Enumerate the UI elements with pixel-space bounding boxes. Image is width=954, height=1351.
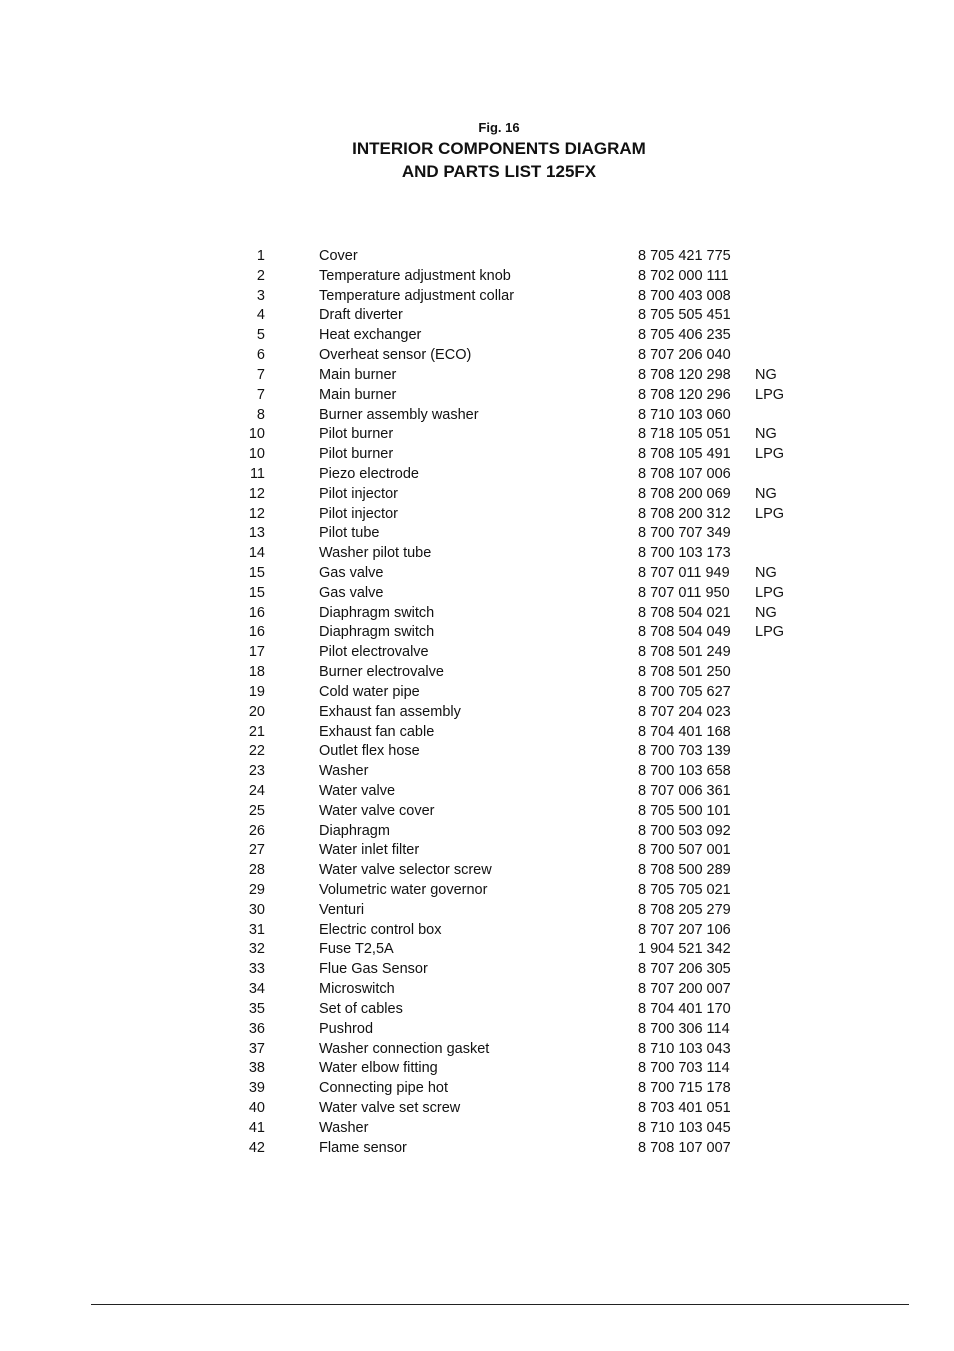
parts-row	[0, 940, 954, 960]
parts-row	[0, 524, 954, 544]
gas-type-variant: LPG	[755, 584, 785, 601]
part-description: Water elbow fitting	[319, 1060, 438, 1077]
part-number-index: 2	[256, 267, 265, 284]
parts-row	[0, 306, 954, 326]
page-title-line-1: INTERIOR COMPONENTS DIAGRAM	[352, 139, 646, 158]
part-description: Set of cables	[319, 1000, 403, 1017]
part-description: Gas valve	[319, 584, 384, 601]
part-number-index: 37	[248, 1040, 265, 1057]
part-description: Burner electrovalve	[319, 664, 444, 681]
part-order-number: 8 710 103 043	[638, 1040, 731, 1057]
part-number-index: 26	[248, 822, 265, 839]
part-description: Diaphragm switch	[319, 604, 435, 621]
part-number-index: 34	[248, 981, 265, 998]
part-order-number: 8 700 715 178	[638, 1080, 731, 1097]
part-number-index: 11	[249, 465, 265, 482]
part-description: Pushrod	[319, 1020, 374, 1037]
parts-row	[0, 1000, 954, 1020]
parts-row	[0, 247, 954, 267]
part-order-number: 8 710 103 045	[638, 1119, 731, 1136]
gas-type-variant: LPG	[755, 446, 785, 463]
part-order-number: 8 707 204 023	[638, 703, 731, 720]
part-description: Washer	[319, 763, 369, 780]
gas-type-variant: NG	[755, 485, 777, 502]
part-order-number: 8 707 207 106	[638, 921, 731, 938]
part-number-index: 38	[248, 1060, 265, 1077]
parts-row	[0, 703, 954, 723]
part-description: Diaphragm	[319, 822, 390, 839]
part-description: Venturi	[319, 901, 365, 918]
parts-row	[0, 841, 954, 861]
part-number-index: 17	[248, 644, 265, 661]
gas-type-variant: LPG	[755, 386, 785, 403]
part-number-index: 15	[248, 584, 265, 601]
part-description: Piezo electrode	[319, 465, 419, 482]
part-description: Outlet flex hose	[319, 743, 420, 760]
part-number-index: 10	[248, 426, 265, 443]
part-order-number: 8 708 200 312	[638, 505, 731, 522]
parts-row	[0, 584, 954, 604]
parts-row	[0, 386, 954, 406]
parts-row	[0, 445, 954, 465]
part-number-index: 15	[248, 565, 265, 581]
parts-row	[0, 623, 954, 643]
part-order-number: 8 707 206 305	[638, 961, 731, 978]
parts-row	[0, 604, 954, 624]
part-order-number: 1 904 521 342	[638, 941, 731, 958]
part-number-index: 24	[248, 782, 265, 799]
part-number-index: 22	[248, 743, 265, 760]
part-description: Flue Gas Sensor	[319, 961, 428, 978]
part-description: Pilot tube	[319, 525, 380, 542]
parts-row	[0, 505, 954, 525]
part-order-number: 8 708 500 289	[638, 862, 731, 879]
part-description: Temperature adjustment collar	[319, 287, 515, 304]
part-order-number: 8 707 200 007	[638, 981, 731, 998]
part-order-number: 8 705 705 021	[638, 882, 731, 898]
part-description: Main burner	[319, 386, 397, 403]
part-order-number: 8 704 401 170	[638, 1000, 731, 1017]
parts-row	[0, 822, 954, 842]
parts-row	[0, 802, 954, 822]
parts-row	[0, 901, 954, 921]
part-number-index: 18	[248, 664, 265, 681]
part-order-number: 8 710 103 060	[638, 406, 731, 423]
parts-row	[0, 346, 954, 366]
part-order-number: 8 718 105 051	[638, 426, 731, 443]
part-number-index: 8	[256, 406, 265, 423]
parts-row	[0, 723, 954, 743]
parts-row	[0, 742, 954, 762]
part-number-index: 40	[248, 1099, 265, 1116]
part-order-number: 8 700 705 627	[638, 683, 731, 700]
part-order-number: 8 700 707 349	[638, 525, 731, 542]
part-number-index: 1	[256, 248, 265, 264]
parts-row	[0, 1079, 954, 1099]
part-number-index: 31	[248, 921, 265, 938]
parts-row	[0, 366, 954, 386]
part-description: Gas valve	[319, 565, 384, 581]
part-order-number: 8 708 205 279	[638, 901, 731, 918]
gas-type-variant: LPG	[755, 505, 785, 522]
part-order-number: 8 708 120 298	[638, 366, 731, 383]
parts-row	[0, 1139, 954, 1159]
part-number-index: 4	[256, 307, 265, 324]
part-number-index: 42	[248, 1139, 265, 1156]
part-order-number: 8 705 421 775	[638, 248, 731, 264]
parts-row	[0, 406, 954, 426]
gas-type-variant: NG	[755, 604, 777, 621]
part-number-index: 39	[248, 1080, 265, 1097]
part-number-index: 20	[248, 703, 265, 720]
part-order-number: 8 702 000 111	[638, 267, 729, 284]
part-description: Diaphragm switch	[319, 624, 435, 641]
parts-row	[0, 1119, 954, 1139]
parts-row	[0, 425, 954, 445]
part-order-number: 8 708 501 249	[638, 644, 731, 661]
part-description: Cold water pipe	[319, 683, 420, 700]
part-description: Water valve cover	[319, 802, 435, 819]
part-order-number: 8 708 504 021	[638, 604, 731, 621]
gas-type-variant: NG	[755, 426, 777, 443]
part-number-index: 14	[248, 545, 265, 562]
part-description: Water valve selector screw	[319, 862, 492, 879]
part-description: Pilot injector	[319, 505, 398, 522]
part-number-index: 23	[248, 763, 265, 780]
part-number-index: 27	[248, 842, 265, 859]
part-order-number: 8 700 103 173	[638, 545, 731, 562]
part-description: Exhaust fan assembly	[319, 703, 461, 720]
part-order-number: 8 708 200 069	[638, 485, 731, 502]
part-description: Flame sensor	[319, 1139, 407, 1156]
part-order-number: 8 700 403 008	[638, 287, 731, 304]
part-description: Washer pilot tube	[319, 545, 432, 562]
part-order-number: 8 704 401 168	[638, 723, 731, 740]
part-number-index: 12	[248, 485, 265, 502]
parts-row	[0, 1099, 954, 1119]
part-description: Main burner	[319, 366, 397, 383]
parts-row	[0, 564, 954, 584]
part-description: Washer	[319, 1119, 369, 1136]
parts-row	[0, 663, 954, 683]
part-order-number: 8 705 500 101	[638, 802, 731, 819]
part-number-index: 36	[248, 1020, 265, 1037]
part-description: Water inlet filter	[319, 842, 420, 859]
parts-list	[0, 247, 954, 1158]
parts-row	[0, 465, 954, 485]
part-description: Pilot electrovalve	[319, 644, 429, 661]
part-order-number: 8 700 703 114	[638, 1060, 730, 1077]
part-description: Water valve	[319, 782, 396, 799]
part-description: Heat exchanger	[319, 327, 422, 344]
part-description: Water valve set screw	[319, 1099, 461, 1116]
parts-row	[0, 485, 954, 505]
parts-row	[0, 960, 954, 980]
gas-type-variant: LPG	[755, 624, 785, 641]
part-order-number: 8 705 505 451	[638, 307, 731, 324]
part-description: Connecting pipe hot	[319, 1080, 448, 1097]
part-number-index: 41	[248, 1119, 265, 1136]
part-number-index: 28	[248, 862, 265, 879]
part-order-number: 8 700 703 139	[638, 743, 731, 760]
parts-row	[0, 1040, 954, 1060]
part-number-index: 33	[248, 961, 265, 978]
parts-row	[0, 861, 954, 881]
part-order-number: 8 707 206 040	[638, 347, 731, 364]
part-order-number: 8 700 507 001	[638, 842, 731, 859]
part-description: Pilot burner	[319, 426, 394, 443]
part-order-number: 8 707 006 361	[638, 782, 731, 799]
parts-row	[0, 287, 954, 307]
part-description: Fuse T2,5A	[319, 941, 394, 958]
parts-row	[0, 1020, 954, 1040]
part-number-index: 21	[248, 723, 265, 740]
part-number-index: 7	[256, 386, 265, 403]
part-number-index: 12	[248, 505, 265, 522]
part-description: Overheat sensor (ECO)	[319, 347, 472, 364]
part-number-index: 32	[248, 941, 265, 958]
part-number-index: 10	[248, 446, 265, 463]
part-number-index: 3	[256, 287, 265, 304]
part-number-index: 16	[248, 624, 265, 641]
part-order-number: 8 708 105 491	[638, 446, 731, 463]
part-description: Microswitch	[319, 981, 395, 998]
part-number-index: 7	[256, 366, 265, 383]
parts-row	[0, 782, 954, 802]
part-order-number: 8 700 503 092	[638, 822, 731, 839]
part-number-index: 6	[256, 347, 265, 364]
part-description: Cover	[319, 248, 358, 264]
parts-row	[0, 921, 954, 941]
part-description: Exhaust fan cable	[319, 723, 435, 740]
part-order-number: 8 708 107 007	[638, 1139, 731, 1156]
part-order-number: 8 708 504 049	[638, 624, 731, 641]
part-order-number: 8 708 501 250	[638, 664, 731, 681]
part-number-index: 19	[248, 683, 265, 700]
parts-row	[0, 762, 954, 782]
part-number-index: 13	[248, 525, 265, 542]
part-description: Pilot burner	[319, 446, 394, 463]
parts-row	[0, 643, 954, 663]
part-order-number: 8 700 306 114	[638, 1020, 730, 1037]
parts-row	[0, 326, 954, 346]
parts-row	[0, 683, 954, 703]
gas-type-variant: NG	[755, 366, 777, 383]
part-description: Temperature adjustment knob	[319, 267, 511, 284]
part-order-number: 8 700 103 658	[638, 763, 731, 780]
part-number-index: 35	[248, 1000, 265, 1017]
parts-row	[0, 881, 954, 901]
part-number-index: 25	[248, 802, 265, 819]
parts-row	[0, 544, 954, 564]
part-description: Burner assembly washer	[319, 406, 479, 423]
parts-row	[0, 1059, 954, 1079]
part-number-index: 30	[248, 901, 265, 918]
part-number-index: 16	[248, 604, 265, 621]
gas-type-variant: NG	[755, 565, 777, 581]
figure-label: Fig. 16	[478, 120, 520, 135]
part-order-number: 8 707 011 950	[638, 584, 730, 601]
part-description: Draft diverter	[319, 307, 403, 324]
part-description: Volumetric water governor	[319, 882, 488, 898]
part-description: Pilot injector	[319, 485, 398, 502]
part-order-number: 8 708 120 296	[638, 386, 731, 403]
footer-divider	[91, 1304, 909, 1305]
part-order-number: 8 707 011 949	[638, 565, 730, 581]
part-description: Electric control box	[319, 921, 442, 938]
page-title-line-2: AND PARTS LIST 125FX	[401, 162, 597, 181]
part-order-number: 8 708 107 006	[638, 465, 731, 482]
page-header	[0, 119, 954, 183]
parts-row	[0, 267, 954, 287]
part-number-index: 29	[248, 882, 265, 898]
part-order-number: 8 703 401 051	[638, 1099, 731, 1116]
parts-row	[0, 980, 954, 1000]
part-number-index: 5	[256, 327, 265, 344]
part-description: Washer connection gasket	[319, 1040, 490, 1057]
part-order-number: 8 705 406 235	[638, 327, 731, 344]
